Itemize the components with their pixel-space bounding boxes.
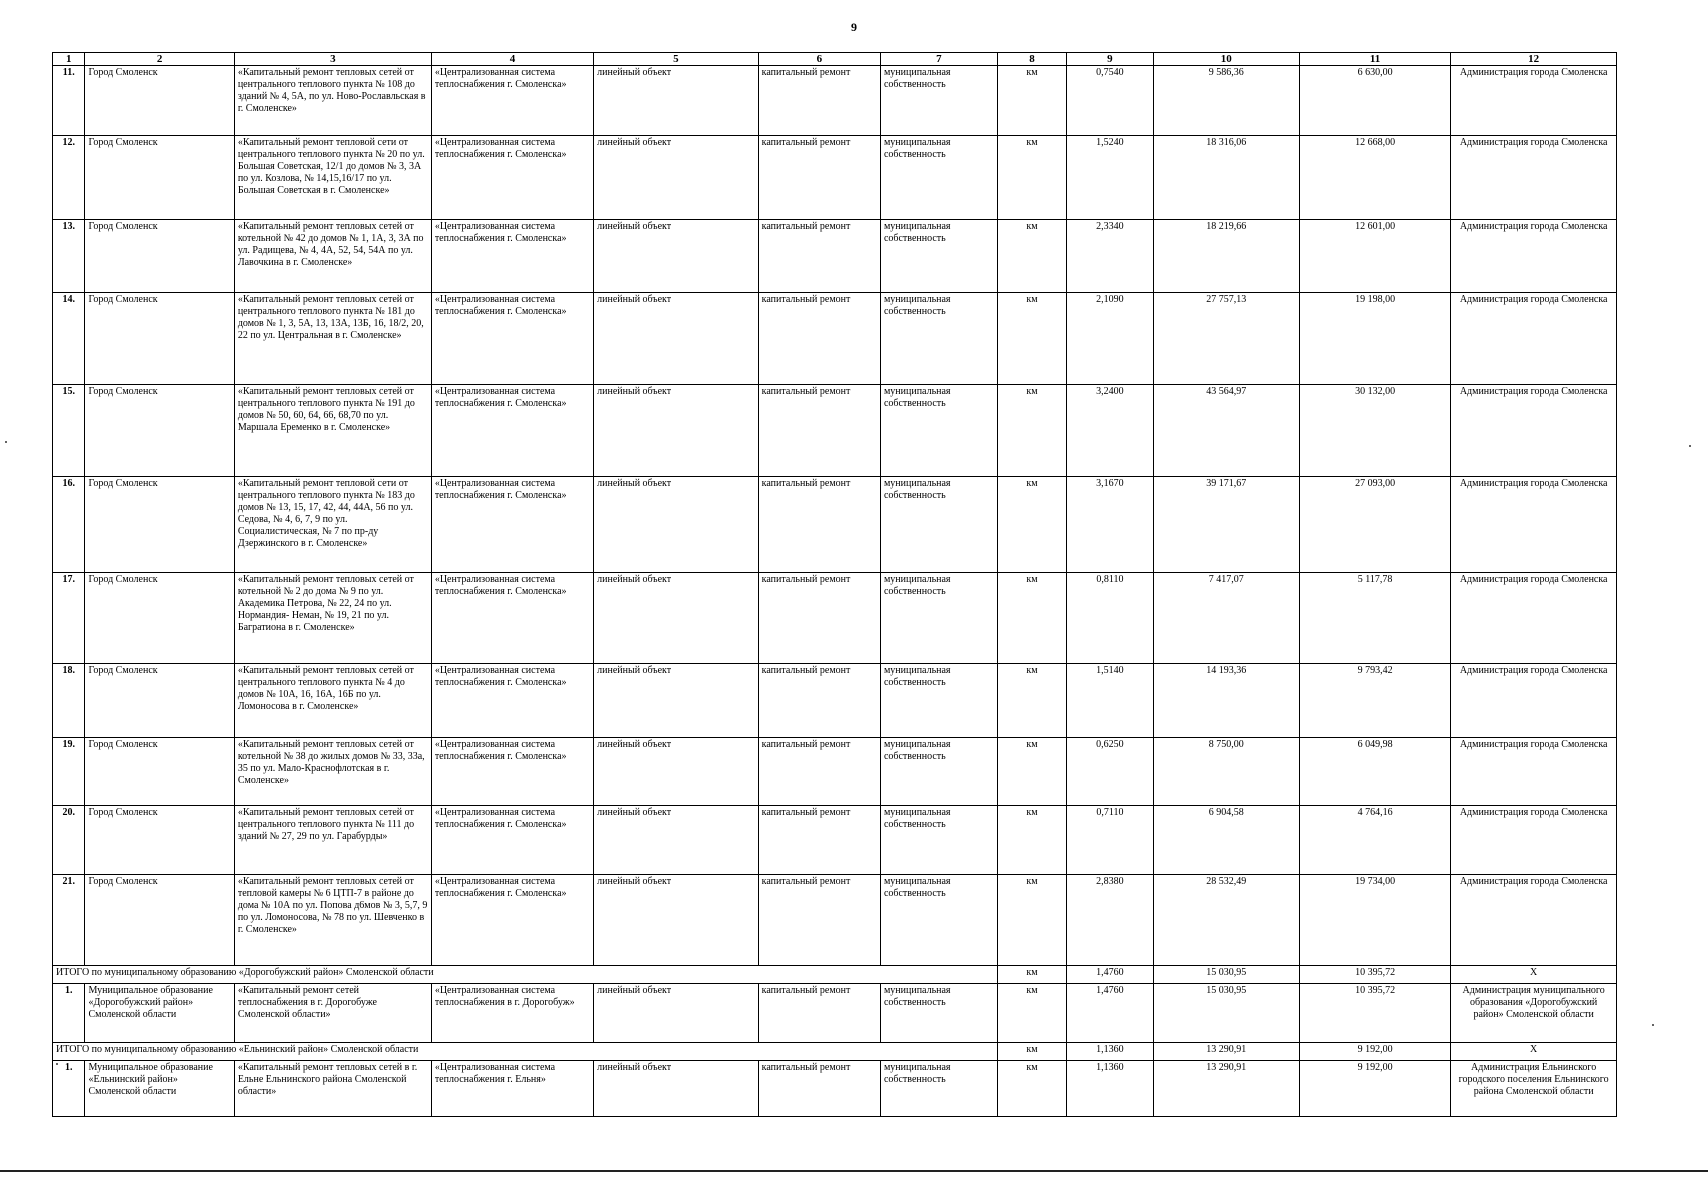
- place-cell: Муниципальное образование «Ельнинский район» Смоленской области: [85, 1061, 234, 1117]
- object-name-cell: «Капитальный ремонт тепловых сетей от центрального теплового пункта № 4 до домов № 10А, 16, 16А, 16Б по ул. Ломоносова в г. Смоленске»: [234, 664, 431, 738]
- object-name-cell: «Капитальный ремонт тепловых сетей от центрального теплового пункта № 191 до домов № 50, 60, 64, 66, 68,70 по ул. Маршала Еременко в г. Смоленске»: [234, 385, 431, 477]
- capital-repair-table: [52, 52, 1617, 1117]
- row-number: 16.: [53, 477, 85, 573]
- unit-cell: км: [997, 806, 1066, 875]
- budget-cell: 10 395,72: [1299, 966, 1451, 984]
- unit-cell: км: [997, 220, 1066, 293]
- budget-cell: 9 192,00: [1299, 1043, 1451, 1061]
- place-cell: Город Смоленск: [85, 664, 234, 738]
- ownership-cell: муниципальная собственность: [880, 738, 997, 806]
- ownership-cell: муниципальная собственность: [880, 984, 997, 1043]
- column-header: 8: [997, 53, 1066, 66]
- place-cell: Город Смоленск: [85, 573, 234, 664]
- ownership-cell: муниципальная собственность: [880, 806, 997, 875]
- system-cell: «Централизованная система теплоснабжения г. Смоленска»: [431, 136, 593, 220]
- scan-speck: [5, 441, 7, 443]
- column-header: 3: [234, 53, 431, 66]
- ownership-cell: муниципальная собственность: [880, 385, 997, 477]
- budget-cell: 9 192,00: [1299, 1061, 1451, 1117]
- work-type-cell: капитальный ремонт: [758, 136, 880, 220]
- object-type-cell: линейный объект: [594, 293, 759, 385]
- length-cell: 1,4760: [1067, 966, 1154, 984]
- place-cell: Город Смоленск: [85, 66, 234, 136]
- admin-cell: Администрация муниципального образования «Дорогобужский район» Смоленской области: [1451, 984, 1617, 1043]
- budget-cell: 10 395,72: [1299, 984, 1451, 1043]
- cost-cell: 28 532,49: [1153, 875, 1299, 966]
- admin-cell: Администрация города Смоленска: [1451, 806, 1617, 875]
- budget-cell: 6 049,98: [1299, 738, 1451, 806]
- row-number: 17.: [53, 573, 85, 664]
- admin-cell: X: [1451, 966, 1617, 984]
- cost-cell: 6 904,58: [1153, 806, 1299, 875]
- system-cell: «Централизованная система теплоснабжения г. Смоленска»: [431, 573, 593, 664]
- row-number: 14.: [53, 293, 85, 385]
- object-type-cell: линейный объект: [594, 385, 759, 477]
- work-type-cell: капитальный ремонт: [758, 875, 880, 966]
- column-header: 6: [758, 53, 880, 66]
- column-header: 9: [1067, 53, 1154, 66]
- object-type-cell: линейный объект: [594, 738, 759, 806]
- cost-cell: 18 316,06: [1153, 136, 1299, 220]
- row-number: 11.: [53, 66, 85, 136]
- admin-cell: Администрация города Смоленска: [1451, 136, 1617, 220]
- work-type-cell: капитальный ремонт: [758, 293, 880, 385]
- object-type-cell: линейный объект: [594, 477, 759, 573]
- table-row: [53, 385, 1617, 477]
- place-cell: Муниципальное образование «Дорогобужский район» Смоленской области: [85, 984, 234, 1043]
- unit-cell: км: [997, 875, 1066, 966]
- place-cell: Город Смоленск: [85, 220, 234, 293]
- admin-cell: Администрация города Смоленска: [1451, 875, 1617, 966]
- length-cell: 2,1090: [1067, 293, 1154, 385]
- page-number: 9: [851, 20, 857, 34]
- cost-cell: 7 417,07: [1153, 573, 1299, 664]
- cost-cell: 18 219,66: [1153, 220, 1299, 293]
- unit-cell: км: [997, 136, 1066, 220]
- budget-cell: 19 198,00: [1299, 293, 1451, 385]
- budget-cell: 19 734,00: [1299, 875, 1451, 966]
- unit-cell: км: [997, 664, 1066, 738]
- total-label-cell: ИТОГО по муниципальному образованию «Дорогобужский район» Смоленской области: [53, 966, 998, 984]
- system-cell: «Централизованная система теплоснабжения г. Смоленска»: [431, 66, 593, 136]
- system-cell: «Централизованная система теплоснабжения в г. Дорогобуж»: [431, 984, 593, 1043]
- column-header: 12: [1451, 53, 1617, 66]
- length-cell: 1,1360: [1067, 1043, 1154, 1061]
- row-number: 18.: [53, 664, 85, 738]
- work-type-cell: капитальный ремонт: [758, 1061, 880, 1117]
- length-cell: 0,7110: [1067, 806, 1154, 875]
- ownership-cell: муниципальная собственность: [880, 573, 997, 664]
- object-type-cell: линейный объект: [594, 66, 759, 136]
- system-cell: «Централизованная система теплоснабжения г. Смоленска»: [431, 875, 593, 966]
- work-type-cell: капитальный ремонт: [758, 385, 880, 477]
- unit-cell: км: [997, 1043, 1066, 1061]
- admin-cell: Администрация города Смоленска: [1451, 385, 1617, 477]
- ownership-cell: муниципальная собственность: [880, 66, 997, 136]
- row-number: 19.: [53, 738, 85, 806]
- table-row: [53, 477, 1617, 573]
- total-row: [53, 966, 1617, 984]
- admin-cell: X: [1451, 1043, 1617, 1061]
- table-row: [53, 136, 1617, 220]
- work-type-cell: капитальный ремонт: [758, 66, 880, 136]
- unit-cell: км: [997, 738, 1066, 806]
- admin-cell: Администрация города Смоленска: [1451, 738, 1617, 806]
- scan-speck: [1689, 445, 1691, 447]
- system-cell: «Централизованная система теплоснабжения г. Смоленска»: [431, 806, 593, 875]
- unit-cell: км: [997, 66, 1066, 136]
- object-name-cell: «Капитальный ремонт тепловых сетей в г. Ельне Ельнинского района Смоленской области»: [234, 1061, 431, 1117]
- column-header: 1: [53, 53, 85, 66]
- work-type-cell: капитальный ремонт: [758, 573, 880, 664]
- object-name-cell: «Капитальный ремонт тепловых сетей от центрального теплового пункта № 108 до зданий № 4, 5А, по ул. Ново-Рославльская в г. Смоленске»: [234, 66, 431, 136]
- length-cell: 2,8380: [1067, 875, 1154, 966]
- place-cell: Город Смоленск: [85, 385, 234, 477]
- object-type-cell: линейный объект: [594, 136, 759, 220]
- length-cell: 3,2400: [1067, 385, 1154, 477]
- ownership-cell: муниципальная собственность: [880, 293, 997, 385]
- column-header: 7: [880, 53, 997, 66]
- system-cell: «Централизованная система теплоснабжения г. Смоленска»: [431, 664, 593, 738]
- place-cell: Город Смоленск: [85, 738, 234, 806]
- budget-cell: 27 093,00: [1299, 477, 1451, 573]
- table-row: [53, 573, 1617, 664]
- length-cell: 3,1670: [1067, 477, 1154, 573]
- length-cell: 2,3340: [1067, 220, 1154, 293]
- length-cell: 0,8110: [1067, 573, 1154, 664]
- cost-cell: 43 564,97: [1153, 385, 1299, 477]
- object-name-cell: «Капитальный ремонт тепловых сетей от центрального теплового пункта № 181 до домов № 1, 3, 5А, 13, 13А, 13Б, 16, 18/2, 20, 22 по ул. Центральная в г. Смоленске»: [234, 293, 431, 385]
- table-row: [53, 984, 1617, 1043]
- row-number: 21.: [53, 875, 85, 966]
- object-name-cell: «Капитальный ремонт тепловой сети от центрального теплового пункта № 183 до домов № 13, 15, 17, 42, 44, 44А, 56 по ул. Седова, № 4, 6, 7, 9 по ул. Социалистическая, № 7 по пр-ду Дзержинского в г. Смоленске»: [234, 477, 431, 573]
- object-type-cell: линейный объект: [594, 573, 759, 664]
- table-row: [53, 66, 1617, 136]
- ownership-cell: муниципальная собственность: [880, 875, 997, 966]
- table-row: [53, 664, 1617, 738]
- system-cell: «Централизованная система теплоснабжения г. Смоленска»: [431, 220, 593, 293]
- system-cell: «Централизованная система теплоснабжения г. Смоленска»: [431, 385, 593, 477]
- ownership-cell: муниципальная собственность: [880, 477, 997, 573]
- header-row: [53, 53, 1617, 66]
- cost-cell: 13 290,91: [1153, 1061, 1299, 1117]
- object-type-cell: линейный объект: [594, 1061, 759, 1117]
- scan-edge-line: [0, 1170, 1708, 1172]
- work-type-cell: капитальный ремонт: [758, 220, 880, 293]
- admin-cell: Администрация Ельнинского городского поселения Ельнинского района Смоленской области: [1451, 1061, 1617, 1117]
- admin-cell: Администрация города Смоленска: [1451, 66, 1617, 136]
- work-type-cell: капитальный ремонт: [758, 738, 880, 806]
- work-type-cell: капитальный ремонт: [758, 664, 880, 738]
- unit-cell: км: [997, 984, 1066, 1043]
- scan-speck: [1652, 1024, 1654, 1026]
- admin-cell: Администрация города Смоленска: [1451, 664, 1617, 738]
- budget-cell: 4 764,16: [1299, 806, 1451, 875]
- table-row: [53, 806, 1617, 875]
- object-name-cell: «Капитальный ремонт тепловых сетей от центрального теплового пункта № 111 до зданий № 27, 29 по ул. Гарабурды»: [234, 806, 431, 875]
- cost-cell: 8 750,00: [1153, 738, 1299, 806]
- ownership-cell: муниципальная собственность: [880, 220, 997, 293]
- column-header: 10: [1153, 53, 1299, 66]
- column-header: 5: [594, 53, 759, 66]
- object-name-cell: «Капитальный ремонт тепловых сетей от котельной № 2 до дома № 9 по ул. Академика Петрова, № 22, 24 по ул. Нормандия- Неман, № 19, 21 по ул. Багратиона в г. Смоленске»: [234, 573, 431, 664]
- total-label-cell: ИТОГО по муниципальному образованию «Ельнинский район» Смоленской области: [53, 1043, 998, 1061]
- row-number: 20.: [53, 806, 85, 875]
- cost-cell: 39 171,67: [1153, 477, 1299, 573]
- budget-cell: 6 630,00: [1299, 66, 1451, 136]
- admin-cell: Администрация города Смоленска: [1451, 573, 1617, 664]
- object-name-cell: «Капитальный ремонт тепловых сетей от котельной № 42 до домов № 1, 1А, 3, 3А по ул. Радищева, № 4, 4А, 52, 54, 54А по ул. Лавочкина в г. Смоленске»: [234, 220, 431, 293]
- system-cell: «Централизованная система теплоснабжения г. Смоленска»: [431, 738, 593, 806]
- unit-cell: км: [997, 293, 1066, 385]
- place-cell: Город Смоленск: [85, 293, 234, 385]
- admin-cell: Администрация города Смоленска: [1451, 293, 1617, 385]
- unit-cell: км: [997, 966, 1066, 984]
- unit-cell: км: [997, 573, 1066, 664]
- unit-cell: км: [997, 1061, 1066, 1117]
- place-cell: Город Смоленск: [85, 875, 234, 966]
- table-row: [53, 1061, 1617, 1117]
- admin-cell: Администрация города Смоленска: [1451, 477, 1617, 573]
- budget-cell: 12 601,00: [1299, 220, 1451, 293]
- total-row: [53, 1043, 1617, 1061]
- budget-cell: 9 793,42: [1299, 664, 1451, 738]
- length-cell: 1,5240: [1067, 136, 1154, 220]
- work-type-cell: капитальный ремонт: [758, 984, 880, 1043]
- budget-cell: 30 132,00: [1299, 385, 1451, 477]
- scan-speck: [56, 1063, 58, 1065]
- column-header: 2: [85, 53, 234, 66]
- table-row: [53, 220, 1617, 293]
- object-type-cell: линейный объект: [594, 220, 759, 293]
- unit-cell: км: [997, 385, 1066, 477]
- length-cell: 1,4760: [1067, 984, 1154, 1043]
- row-number: 15.: [53, 385, 85, 477]
- system-cell: «Централизованная система теплоснабжения г. Смоленска»: [431, 477, 593, 573]
- place-cell: Город Смоленск: [85, 136, 234, 220]
- place-cell: Город Смоленск: [85, 477, 234, 573]
- work-type-cell: капитальный ремонт: [758, 806, 880, 875]
- length-cell: 1,5140: [1067, 664, 1154, 738]
- row-number: 13.: [53, 220, 85, 293]
- table-row: [53, 875, 1617, 966]
- table-body: [53, 66, 1617, 1117]
- cost-cell: 13 290,91: [1153, 1043, 1299, 1061]
- cost-cell: 15 030,95: [1153, 966, 1299, 984]
- table-row: [53, 738, 1617, 806]
- admin-cell: Администрация города Смоленска: [1451, 220, 1617, 293]
- ownership-cell: муниципальная собственность: [880, 664, 997, 738]
- ownership-cell: муниципальная собственность: [880, 136, 997, 220]
- object-type-cell: линейный объект: [594, 806, 759, 875]
- cost-cell: 14 193,36: [1153, 664, 1299, 738]
- object-name-cell: «Капитальный ремонт тепловых сетей от котельной № 38 до жилых домов № 33, 33а, 35 по ул. Мало-Краснофлотская в г. Смоленске»: [234, 738, 431, 806]
- unit-cell: км: [997, 477, 1066, 573]
- system-cell: «Централизованная система теплоснабжения г. Смоленска»: [431, 293, 593, 385]
- ownership-cell: муниципальная собственность: [880, 1061, 997, 1117]
- row-number: 1.: [53, 1061, 85, 1117]
- cost-cell: 15 030,95: [1153, 984, 1299, 1043]
- row-number: 1.: [53, 984, 85, 1043]
- cost-cell: 27 757,13: [1153, 293, 1299, 385]
- row-number: 12.: [53, 136, 85, 220]
- table-row: [53, 293, 1617, 385]
- work-type-cell: капитальный ремонт: [758, 477, 880, 573]
- object-type-cell: линейный объект: [594, 664, 759, 738]
- place-cell: Город Смоленск: [85, 806, 234, 875]
- budget-cell: 12 668,00: [1299, 136, 1451, 220]
- object-name-cell: «Капитальный ремонт тепловых сетей от тепловой камеры № 6 ЦТП-7 в районе до дома № 10А по ул. Попова д6мов № 3, 5,7, 9 по ул. Ломоносова, № 78 по ул. Шевченко в г. Смоленске»: [234, 875, 431, 966]
- object-name-cell: «Капитальный ремонт тепловой сети от центрального теплового пункта № 20 по ул. Большая Советская, 12/1 до домов № 3, 3А по ул. Козлова, № 14,15,16/17 по ул. Большая Советская в г. Смоленске»: [234, 136, 431, 220]
- column-header: 4: [431, 53, 593, 66]
- object-name-cell: «Капитальный ремонт сетей теплоснабжения в г. Дорогобуже Смоленской области»: [234, 984, 431, 1043]
- system-cell: «Централизованная система теплоснабжения г. Ельня»: [431, 1061, 593, 1117]
- budget-cell: 5 117,78: [1299, 573, 1451, 664]
- length-cell: 0,7540: [1067, 66, 1154, 136]
- object-type-cell: линейный объект: [594, 984, 759, 1043]
- column-header: 11: [1299, 53, 1451, 66]
- length-cell: 0,6250: [1067, 738, 1154, 806]
- object-type-cell: линейный объект: [594, 875, 759, 966]
- length-cell: 1,1360: [1067, 1061, 1154, 1117]
- cost-cell: 9 586,36: [1153, 66, 1299, 136]
